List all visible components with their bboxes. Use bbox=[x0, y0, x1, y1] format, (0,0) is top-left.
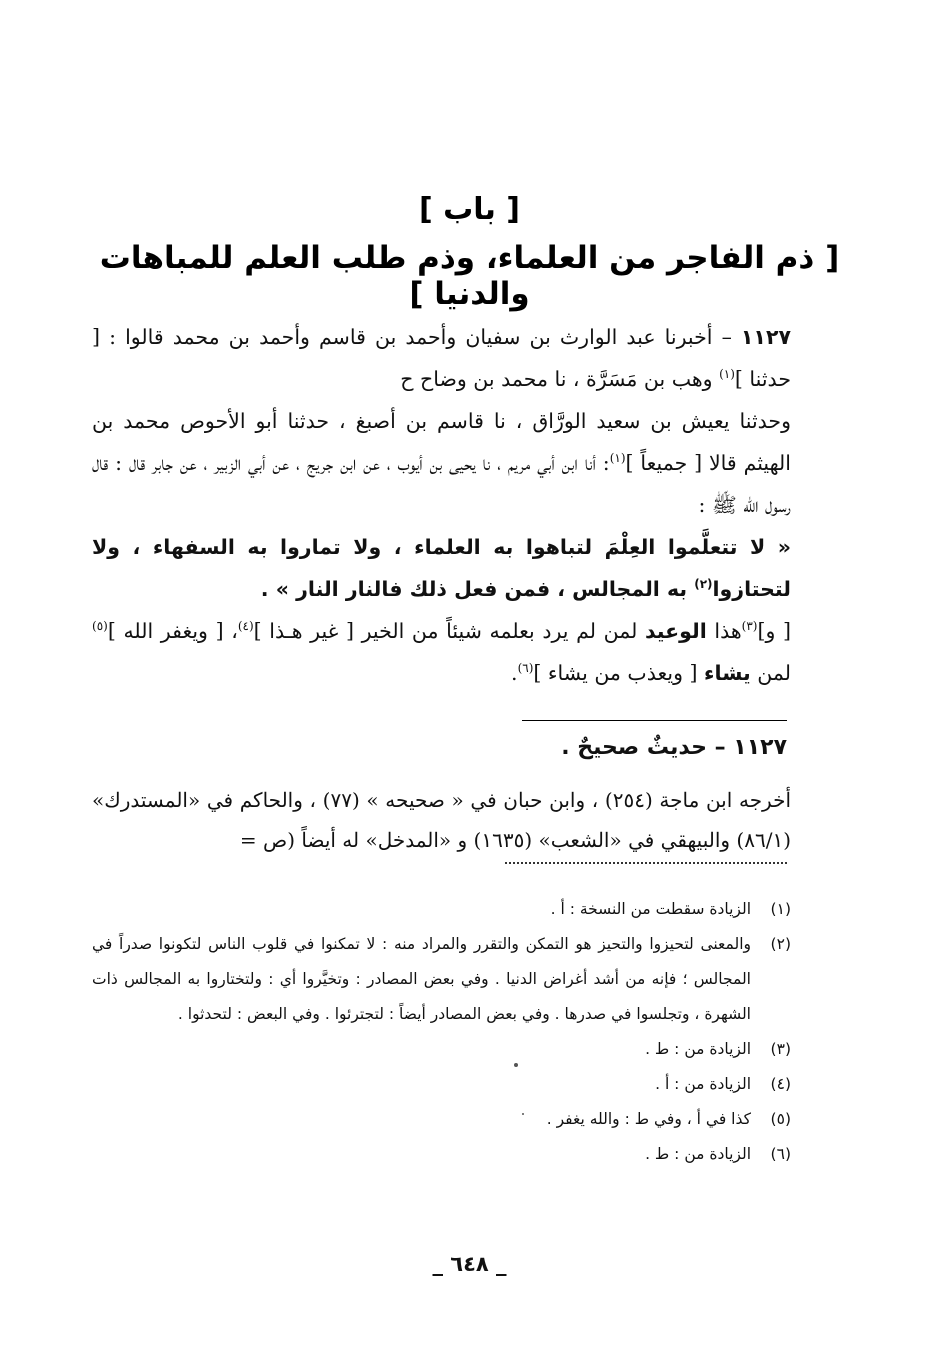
isnad-text: وحدثنا يعيش بن سعيد الورَّاق ، نا قاسم بن أصبغ ، حدثنا أبو الأحوص محمد بن الهيثم قالا [ جميعاً ] bbox=[92, 409, 791, 475]
isnad-text: وهب بن مَسَرَّة ، نا محمد بن وضاح ح bbox=[400, 367, 720, 391]
section-divider bbox=[522, 720, 787, 721]
footnote-ref: (٢) bbox=[694, 577, 713, 592]
chapter-title: [ ذم الفاجر من العلماء، وذم طلب العلم للمباهات والدنيا ] bbox=[99, 240, 840, 312]
page-number: _ ٦٤٨ _ bbox=[432, 1252, 507, 1276]
isnad-paragraph-1 bbox=[92, 316, 791, 400]
footnote-separator bbox=[505, 862, 787, 864]
comment-text: . bbox=[511, 661, 518, 685]
isnad-text: – أخبرنا عبد الوارث بن سفيان وأحمد بن قاسم وأحمد بن محمد قالوا : [ حدثنا ] bbox=[92, 325, 791, 391]
footnote-ref: (٣) bbox=[741, 619, 758, 634]
matn-paragraph bbox=[92, 526, 791, 610]
hadith-text bbox=[92, 316, 791, 694]
footnote-ref: (٥) bbox=[92, 619, 108, 634]
scan-speck bbox=[522, 1113, 524, 1115]
footnote-ref: (٦) bbox=[517, 661, 534, 676]
comment-text: هذا bbox=[706, 619, 742, 643]
isnad-paragraph-2 bbox=[92, 400, 791, 526]
footnote-number: (٦) bbox=[770, 1145, 791, 1163]
footnote-number: (١) bbox=[770, 900, 791, 918]
comment-bold: يشاء bbox=[704, 661, 751, 685]
comment-text: [ ويعذب من يشاء ] bbox=[533, 661, 705, 685]
isnad-text: : أنا ابن أبي مريم ، نا يحيى بن أيوب ، عن ابن جريج ، عن أبي الزبير ، عن جابر قال : قال رسول الله ﷺ : bbox=[92, 451, 791, 517]
footnote-text: الزيادة من : أ . bbox=[655, 1075, 751, 1093]
comment-paragraph bbox=[92, 610, 791, 694]
footnote-text: كذا في أ ، وفي ط : والله يغفر . bbox=[546, 1110, 751, 1128]
footnote-item bbox=[92, 1067, 791, 1102]
matn-text: به المجالس ، فمن فعل ذلك فالنار النار » . bbox=[260, 577, 695, 601]
comment-text: ، [ ويغفر الله ] bbox=[107, 619, 238, 643]
footnote-text: الزيادة من : ط . bbox=[645, 1040, 751, 1058]
grading-line bbox=[561, 735, 787, 760]
footnote-item bbox=[92, 1102, 791, 1137]
footnote-number: (٢) bbox=[770, 935, 791, 953]
hadith-number: ١١٢٧ bbox=[740, 325, 791, 349]
grading-text: – حديثٌ صحيحٌ . bbox=[561, 735, 726, 760]
footnote-number: (٣) bbox=[770, 1040, 791, 1058]
comment-text: لمن لم يرد بعلمه شيئاً من الخير [ غير هـذا ] bbox=[253, 619, 645, 643]
footnote-item bbox=[92, 892, 791, 927]
footnote-ref: (١) bbox=[609, 451, 626, 466]
footnote-ref: (٤) bbox=[237, 619, 254, 634]
comment-text: [ و] bbox=[757, 619, 791, 643]
comment-bold: الوعيد bbox=[644, 619, 707, 643]
grading-number: ١١٢٧ bbox=[733, 735, 787, 760]
footnote-text: الزيادة سقطت من النسخة : أ . bbox=[550, 900, 751, 918]
footnote-number: (٤) bbox=[770, 1075, 791, 1093]
comment-text: لمن bbox=[750, 661, 791, 685]
section-label: [ باب ] bbox=[419, 192, 520, 227]
footnote-ref: (١) bbox=[719, 367, 735, 382]
footnote-number: (٥) bbox=[770, 1110, 791, 1128]
takhrij-text: أخرجه ابن ماجة (٢٥٤) ، وابن حبان في « صحيحه » (٧٧) ، والحاكم في «المستدرك» (٨٦/١) والبيهقي في «الشعب» (١٦٣٥) و «المدخل» له أيضاً (ص = bbox=[92, 788, 792, 852]
footnote-item bbox=[92, 1137, 791, 1172]
footnote-text: الزيادة من : ط . bbox=[645, 1145, 751, 1163]
footnote-item bbox=[92, 1032, 791, 1067]
footnotes-list bbox=[92, 892, 791, 1172]
footnote-item bbox=[92, 927, 791, 1032]
scan-speck bbox=[514, 1063, 518, 1067]
matn-text: « لا تتعلَّموا العِلْمَ لتباهوا به العلماء ، ولا تماروا به السفهاء ، ولا لتحتازوا bbox=[92, 535, 791, 601]
footnote-text: والمعنى لتحيزوا والتحيز هو التمكن والتقرر والمراد منه : لا تمكنوا في قلوب الناس لتكونوا صدراً في المجالس ؛ فإنه من أشد أغراض الدنيا . وفي بعض المصادر : وتخيَّروا أي : ولتختاروا به المجالس ذات الشهرة ، وتجلسوا في صدرها . وفي بعض المصادر أيضاً : لتجترئوا . وفي البعض : لتحدثوا . bbox=[92, 935, 751, 1023]
